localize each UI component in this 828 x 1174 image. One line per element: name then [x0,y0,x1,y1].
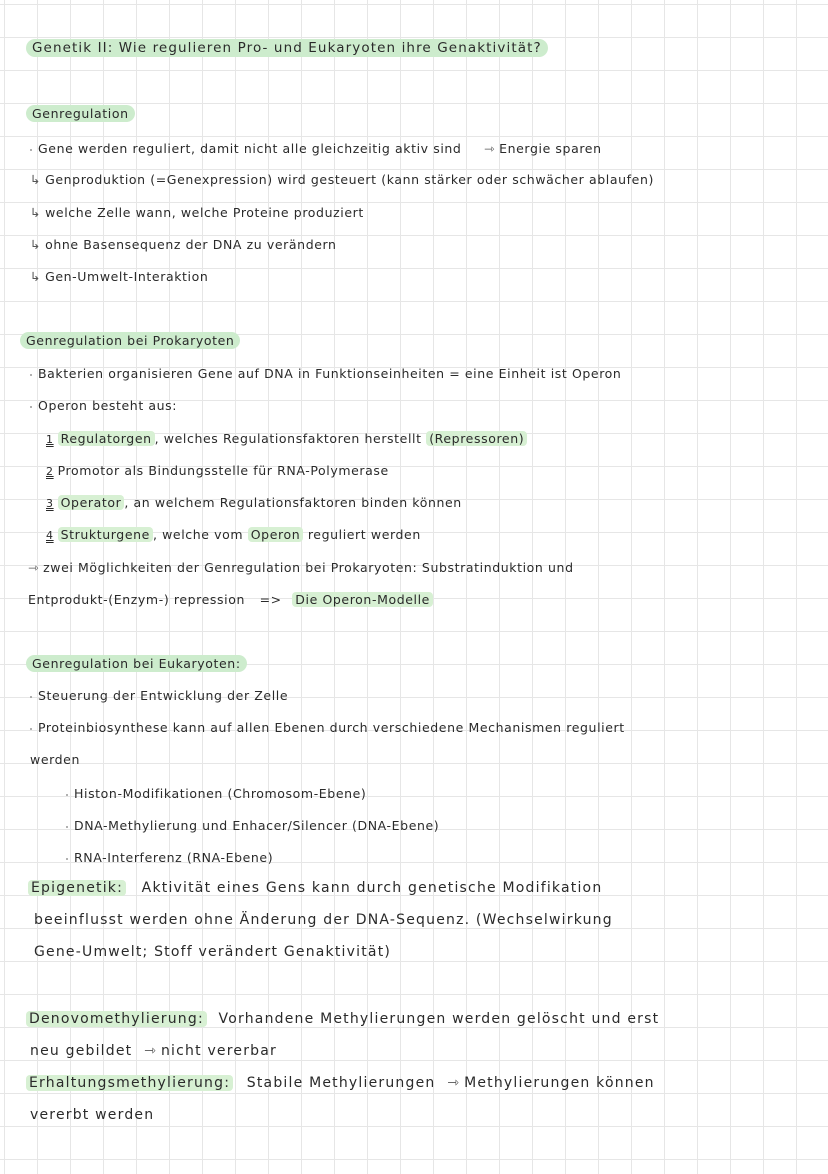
sub-item [66,850,273,865]
note-line [30,398,177,413]
note-line [28,880,602,896]
highlight-term: (Repressoren) [426,431,527,446]
list-item [46,527,421,542]
note-line [34,912,613,928]
note-line [26,1075,655,1091]
arrow-icon: ⇾ [484,141,496,156]
note-line [28,560,574,575]
bullet-dot [30,696,32,698]
bullet-dot [66,794,68,796]
section-heading-prokaryoten [20,333,240,348]
note-text: Histon-Modifikationen (Chromosom-Ebene) [74,786,367,801]
note-line [30,752,80,767]
note-text: Vorhandene Methylierungen werden gelöscht und erst [218,1011,660,1027]
note-line [30,237,337,252]
heading-text: Genregulation [26,105,135,122]
note-text: welche Zelle wann, welche Proteine produziert [45,205,364,220]
highlight-term: Denovomethylierung: [26,1011,207,1027]
sub-item [66,786,366,801]
note-text: Gen-Umwelt-Interaktion [45,269,209,284]
sub-arrow-icon: ↳ [30,172,42,187]
note-text: Gene werden reguliert, damit nicht alle gleichzeitig aktiv sind [38,141,462,156]
item-number: 2 [46,465,54,478]
sub-item [66,818,439,833]
sub-arrow-icon: ↳ [30,269,42,284]
item-number: 3 [46,497,54,510]
note-text: werden [30,752,80,767]
bullet-dot [30,728,32,730]
note-text: Energie sparen [499,141,602,156]
highlight-term: Strukturgene [58,527,153,542]
page-title [26,40,548,56]
highlight-term: Erhaltungsmethylierung: [26,1075,233,1091]
note-text: reguliert werden [307,527,421,542]
item-number: 1 [46,433,54,446]
note-text: Entprodukt-(Enzym-) repression [28,592,245,607]
sub-arrow-icon: ↳ [30,237,42,252]
list-item [46,463,389,478]
heading-text: Genregulation bei Eukaryoten: [26,655,247,672]
section-heading-genregulation [26,106,135,121]
note-text: , an welchem Regulationsfaktoren binden können [124,495,462,510]
sub-arrow-icon: ↳ [30,205,42,220]
arrow-icon: ⇾ [144,1043,157,1059]
note-text: RNA-Interferenz (RNA-Ebene) [74,850,274,865]
note-text: vererbt werden [30,1107,155,1123]
highlight-term: Operator [58,495,125,510]
note-text: ohne Basensequenz der DNA zu verändern [45,237,337,252]
note-line [30,688,288,703]
note-text: Aktivität eines Gens kann durch genetische Modifikation [141,880,603,896]
highlight-term: Operon [248,527,304,542]
note-text: , welche vom [152,527,244,542]
arrow-icon: ⇾ [28,560,40,575]
note-line [30,1107,154,1123]
note-text: neu gebildet [30,1043,133,1059]
bullet-dot [66,858,68,860]
note-line [30,366,621,381]
note-text: zwei Möglichkeiten der Genregulation bei Prokaryoten: Substratinduktion und [43,560,574,575]
note-text: , welches Regulationsfaktoren herstellt [154,431,422,446]
note-text: beeinflusst werden ohne Änderung der DNA-Sequenz. (Wechselwirkung [34,912,613,928]
note-line [30,269,208,284]
note-text: Genproduktion (=Genexpression) wird gesteuert (kann stärker oder schwächer ablaufen) [45,172,654,187]
note-line [34,944,391,960]
note-text: Methylierungen können [464,1075,655,1091]
note-line [30,720,625,735]
page-title-text: Genetik II: Wie regulieren Pro- und Eukaryoten ihre Genaktivität? [26,39,548,57]
implies-arrow: => [259,592,282,607]
heading-text: Genregulation bei Prokaryoten [20,332,240,349]
note-line [30,172,654,187]
note-text: DNA-Methylierung und Enhacer/Silencer (DNA-Ebene) [74,818,440,833]
note-text: nicht vererbar [160,1043,277,1059]
note-text: Stabile Methylierungen [246,1075,436,1091]
note-text: Bakterien organisieren Gene auf DNA in Funktionseinheiten = eine Einheit ist Operon [38,366,622,381]
item-number: 4 [46,529,54,542]
note-text: Proteinbiosynthese kann auf allen Ebenen durch verschiedene Mechanismen reguliert [38,720,625,735]
note-line [30,1043,277,1059]
note-line [30,205,364,220]
note-line [28,592,433,607]
highlight-term: Epigenetik: [28,880,126,896]
list-item [46,431,527,446]
note-line [30,141,602,156]
note-text: Promotor als Bindungsstelle für RNA-Polymerase [57,463,389,478]
bullet-dot [30,149,32,151]
bullet-dot [66,826,68,828]
arrow-icon: ⇾ [447,1075,461,1091]
note-text: Steuerung der Entwicklung der Zelle [38,688,289,703]
note-text: Gene-Umwelt; Stoff verändert Genaktivität) [34,944,392,960]
section-heading-eukaryoten [26,656,247,671]
list-item [46,495,462,510]
bullet-dot [30,374,32,376]
note-line [26,1011,659,1027]
note-text: Operon besteht aus: [38,398,178,413]
bullet-dot [30,406,32,408]
highlight-term: Regulatorgen [58,431,155,446]
highlight-term: Die Operon-Modelle [292,592,433,607]
